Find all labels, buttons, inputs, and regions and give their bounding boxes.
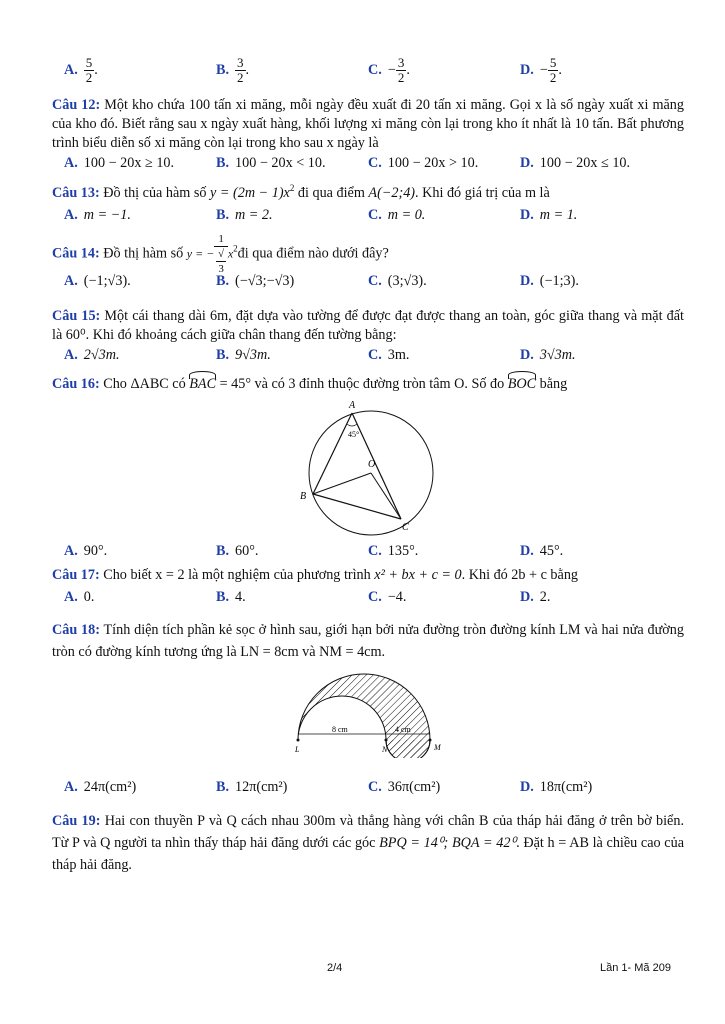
q14-fraction: 1 √ 3 (214, 232, 228, 276)
label-n: N (382, 745, 388, 754)
lower-semicircle-nm (386, 740, 430, 758)
q16-option-b[interactable]: B. 60°. (216, 543, 259, 559)
q11-options (52, 55, 684, 85)
q13-option-d[interactable]: D. m = 1. (520, 207, 578, 223)
label-a: A (349, 400, 356, 411)
q13-stem: Câu 13: Đồ thị của hàm số $y = (2m - 1)x^2$ đi qua điểm A(−2;4). Khi đó giá trị của m là (52, 183, 550, 201)
q16-option-a[interactable]: A. 90°. (64, 543, 108, 559)
q17-option-c[interactable]: C. −4. (368, 589, 407, 605)
q14-option-c[interactable]: C. (3;√3). (368, 273, 427, 289)
q17-options (52, 589, 684, 613)
fraction: $\frac{3}{2}$ (237, 55, 244, 85)
label-o: O (368, 459, 376, 470)
fraction: $\frac{5}{2}$ (85, 55, 93, 85)
q18-options (52, 779, 684, 803)
q12-option-b[interactable]: B. 100 − 20x < 10. (216, 155, 326, 171)
q16-stem: Câu 16: Cho ΔABC có BAC = 45° và có 3 đỉnh thuộc đường tròn tâm O. Số đo BOC bằng (52, 373, 684, 394)
q15-option-d[interactable]: D. 3√3m. (520, 347, 576, 363)
q12-option-d[interactable]: D. 100 − 20x ≤ 10. (520, 155, 631, 171)
q13-option-a[interactable]: A. m = −1. (64, 207, 131, 223)
q17-option-a[interactable]: A. 0. (64, 589, 95, 605)
q12-option-c[interactable]: C. 100 − 20x > 10. (368, 155, 479, 171)
q11-option-b[interactable]: B. $\frac{3}{2}$ . (216, 55, 250, 85)
point-n (385, 739, 388, 742)
q14-options (52, 273, 684, 297)
q18-semicircle-figure (292, 664, 452, 758)
label-l: L (295, 745, 300, 754)
q14-option-d[interactable]: D. (−1;3). (520, 273, 579, 289)
q14-option-b[interactable]: B. (−√3;−√3) (216, 273, 295, 289)
q17-option-d[interactable]: D. 2. (520, 589, 551, 605)
q16-options (52, 543, 684, 567)
q13-option-b[interactable]: B. m = 2. (216, 207, 273, 223)
q19-stem: Câu 19: Hai con thuyền P và Q cách nhau 300m và thẳng hàng với chân B của tháp hải đăng ở trên bờ biển. Từ P và Q người ta nhìn thấy tháp hải đăng dưới các góc BPQ = 14⁰; BQA = 42⁰. Đặt h = AB là chiều cao của tháp hải đăng. (52, 813, 684, 873)
angle-label: 45° (348, 430, 360, 439)
label-c: C (402, 522, 409, 533)
q13-option-c[interactable]: C. m = 0. (368, 207, 426, 223)
q18-stem: Câu 18: Tính diện tích phần kẻ sọc ở hình sau, giới hạn bởi nửa đường tròn đường kính LM và hai nửa đường tròn có đường kính tương ứng là LN = 8cm và NM = 4cm. (52, 622, 684, 660)
exam-code: Lần 1- Mã 209 (600, 962, 671, 974)
label-m: M (434, 743, 441, 752)
q12-option-a[interactable]: A. 100 − 20x ≥ 10. (64, 155, 175, 171)
q14-option-a[interactable]: A. (−1;√3). (64, 273, 131, 289)
point-l (297, 739, 300, 742)
q11-option-a[interactable]: A. $\frac{5}{2}$ . (64, 55, 98, 85)
label-b: B (300, 491, 307, 502)
q15-option-a[interactable]: A. 2√3m. (64, 347, 120, 363)
q18-option-b[interactable]: B. 12π(cm²) (216, 779, 288, 795)
q16-option-c[interactable]: C. 135°. (368, 543, 419, 559)
page-number: 2/4 (327, 962, 343, 974)
q11-option-c[interactable]: C. − $\frac{3}{2}$ . (368, 55, 410, 85)
q12-stem: Câu 12: Một kho chứa 100 tấn xi măng, mỗi ngày đều xuất đi 20 tấn xi măng. Gọi x là số ngày xuất xi măng của kho đó. Biết rằng sau x ngày xuất hàng, khối lượng xi măng còn lại trong kho ít nhất là 10 tấn. Bất phương trình biểu diễn số xi măng còn lại trong kho sau x ngày là (52, 97, 684, 151)
q15-option-c[interactable]: C. 3m. (368, 347, 410, 363)
q14-function: y = − (186, 246, 215, 261)
q14-stem: Câu 14: Đồ thị hàm số y = − 1 √ 3 $x^2đi$ qua điểm nào dưới đây? (52, 233, 389, 275)
q17-stem: Câu 17: Cho biết x = 2 là một nghiệm của phương trình x² + bx + c = 0. Khi đó 2b + c bằng (52, 567, 579, 583)
side-ac (352, 413, 401, 519)
q15-option-b[interactable]: B. 9√3m. (216, 347, 271, 363)
q18-option-a[interactable]: A. 24π(cm²) (64, 779, 137, 795)
angle-arc (347, 424, 357, 426)
q15-stem: Câu 15: Một cái thang dài 6m, đặt dựa vào tường để được đạt được thang an toàn, góc giữa thang và mặt đất là 60⁰. Khi đó khoảng cách giữa chân thang đến tường bằng: (52, 308, 684, 343)
q12-options (52, 155, 684, 179)
ln-length: 8 cm (332, 725, 348, 734)
q15-options (52, 347, 684, 371)
nm-length: 4 cm (395, 725, 411, 734)
point-m (429, 739, 432, 742)
q11-option-d[interactable]: D. − $\frac{5}{2}$ . (520, 55, 562, 85)
fraction: $\frac{3}{2}$ (397, 55, 405, 85)
q18-option-c[interactable]: C. 36π(cm²) (368, 779, 441, 795)
q16-circle-figure (290, 396, 450, 536)
q13-options (52, 207, 684, 231)
q17-option-b[interactable]: B. 4. (216, 589, 246, 605)
q16-option-d[interactable]: D. 45°. (520, 543, 564, 559)
q18-option-d[interactable]: D. 18π(cm²) (520, 779, 593, 795)
fraction: $\frac{5}{2}$ (549, 55, 557, 85)
